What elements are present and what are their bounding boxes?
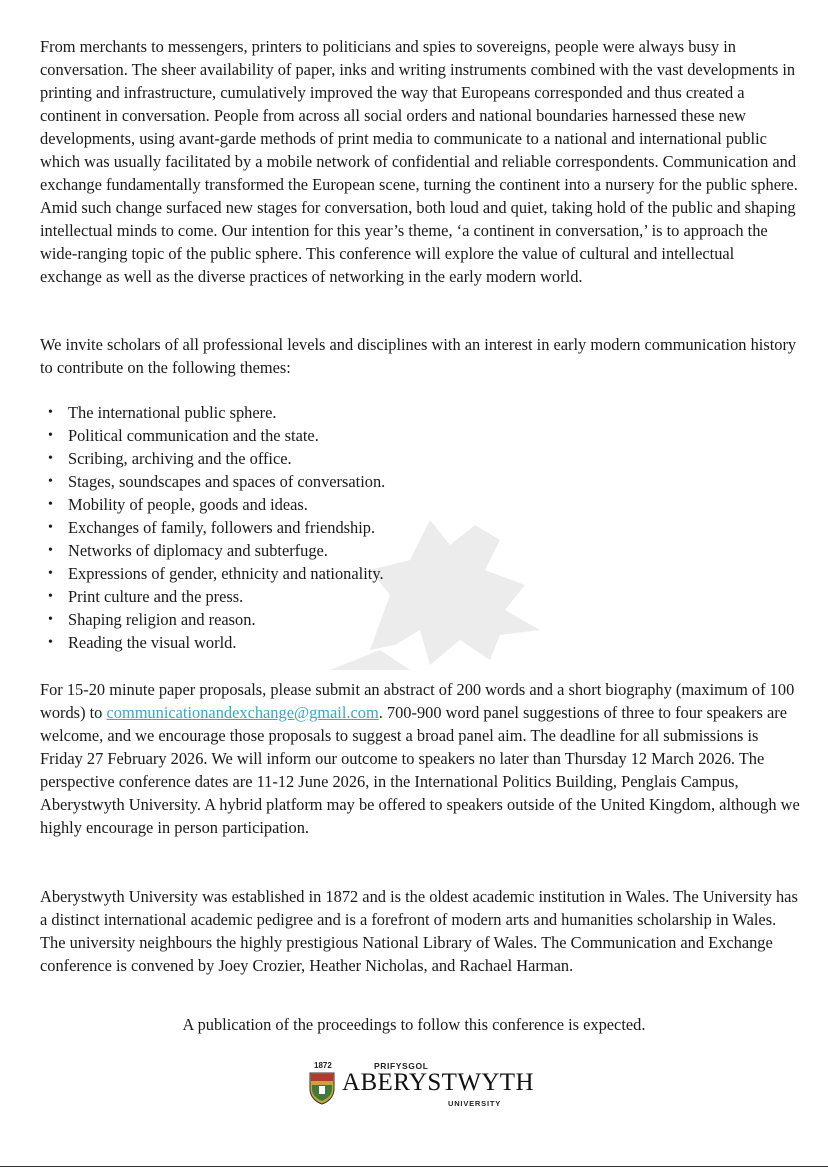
- university-paragraph: Aberystwyth University was established in 1872 and is the oldest academic institution in Wales. The University has a distinct international academic pedigree and is a forefront of modern arts and humanities scholarship in Wales. The university neighbours the highly prestigious National Library of Wales. The Communication and Exchange conference is convened by Joey Crozier, Heather Nicholas, and Rachael Harman.: [40, 887, 798, 975]
- themes-list: [40, 401, 600, 654]
- logo-prifysgol: PRIFYSGOL: [374, 1061, 429, 1071]
- theme-item: • Scribing, archiving and the office.: [40, 447, 600, 470]
- theme-item: • Reading the visual world.: [40, 631, 600, 654]
- closing-line: A publication of the proceedings to follow this conference is expected.: [182, 1015, 646, 1034]
- submission-text-before: For 15-20 minute paper proposals, please submit an abstract of 200 words and a short biography (maximum of 100 words) to: [40, 680, 795, 722]
- theme-item: • Expressions of gender, ethnicity and nationality.: [40, 562, 600, 585]
- university-logo: [308, 1061, 534, 1111]
- logo-name: ABERYSTWYTH: [342, 1069, 534, 1096]
- submission-paragraph: [40, 678, 800, 839]
- bottom-divider: [0, 1166, 828, 1167]
- intro-paragraph: From merchants to messengers, printers to politicians and spies to sovereigns, people were always busy in conversation. The sheer availability of paper, inks and writing instruments combined with the vast developments in printing and infrastructure, cumulatively improved the way that Europeans corresponded and thus created a continent in conversation. People from across all social orders and national boundaries harnessed these new developments, using avant-garde methods of print media to communicate to a national and international public which was usually facilitated by a mobile network of confidential and reliable correspondents. Communication and exchange fundamentally transformed the European scene, turning the continent into a nursery for the public sphere. Amid such change surfaced new stages for conversation, both loud and quiet, taking hold of the public and shaping intellectual minds to come. Our intention for this year’s theme, ‘a continent in conversation,’ is to approach the wide-ranging topic of the public sphere. This conference will explore the value of cultural and intellectual exchange as well as the diverse practices of networking in the early modern world.: [40, 37, 798, 286]
- invite-paragraph: We invite scholars of all professional levels and disciplines with an interest in early modern communication history to contribute on the following themes:: [40, 335, 797, 377]
- submission-text-after: . 700-900 word panel suggestions of three to four speakers are welcome, and we encourage those proposals to suggest a broad panel aim. The deadline for all submissions is Friday 27 February 2026. We will inform our outcome to speakers no later than Thursday 12 March 2026. The perspective conference dates are 11-12 June 2026, in the International Politics Building, Penglais Campus, Aberystwyth University. A hybrid platform may be offered to speakers outside of the United Kingdom, although we highly encourage in person participation.: [40, 703, 800, 837]
- logo-year: 1872: [314, 1061, 332, 1070]
- logo-university: UNIVERSITY: [448, 1099, 502, 1108]
- university-crest-icon: [308, 1071, 336, 1105]
- theme-item: • Stages, soundscapes and spaces of conversation.: [40, 470, 600, 493]
- theme-item: • Networks of diplomacy and subterfuge.: [40, 539, 600, 562]
- theme-item: • The international public sphere.: [40, 401, 600, 424]
- theme-item: • Print culture and the press.: [40, 585, 600, 608]
- theme-item: • Exchanges of family, followers and friendship.: [40, 516, 600, 539]
- theme-item: • Political communication and the state.: [40, 424, 600, 447]
- email-link[interactable]: communicationandexchange@gmail.com: [106, 703, 379, 722]
- theme-item: • Shaping religion and reason.: [40, 608, 600, 631]
- theme-item: • Mobility of people, goods and ideas.: [40, 493, 600, 516]
